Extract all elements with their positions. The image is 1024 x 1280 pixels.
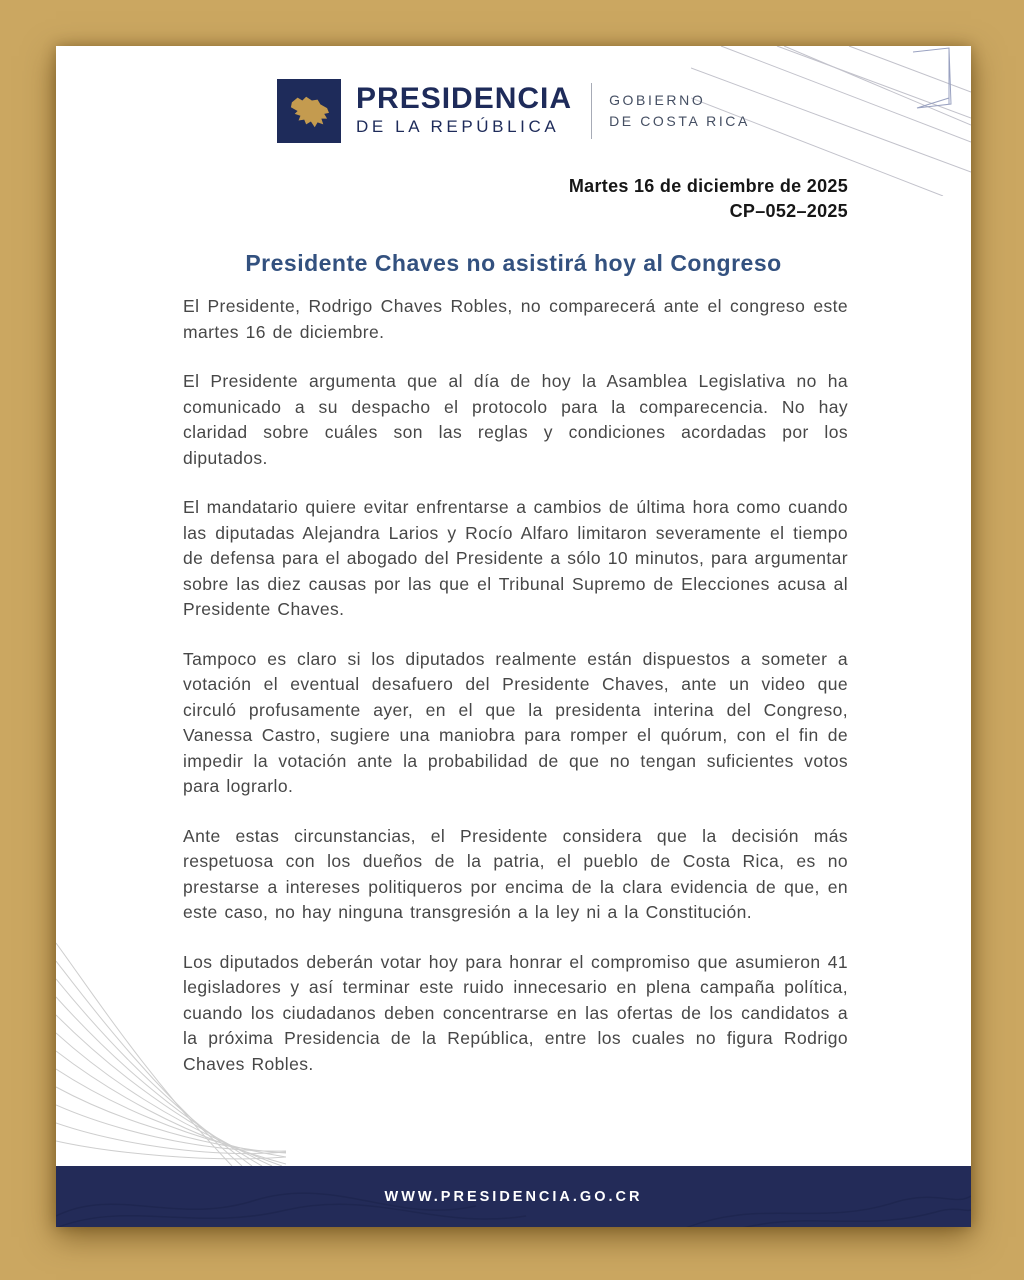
- paragraph-6: Los diputados deberán votar hoy para honrar el compromiso que asumieron 41 legisladores y así terminar este ruido innecesario en plena campaña política, cuando los ciudadanos deben concentrarse en las ofertas de los candidatos a la próxima Presidencia de la República, entre los cuales no figura Rodrigo Chaves Robles.: [183, 951, 848, 1074]
- paragraph-5: Ante estas circunstancias, el Presidente considera que la decisión más respetuosa con los dueños de la patria, el pueblo de Costa Rica, es no prestarse a intereses politiqueros por encima de la clara evidencia de que, en este caso, no hay ninguna transgresión a la ley ni a la Constitución.: [183, 825, 848, 922]
- press-release-page: [56, 46, 971, 1227]
- logo-wordmark-line1: PRESIDENCIA: [356, 82, 573, 115]
- costa-rica-map-icon: [277, 79, 341, 143]
- website-url: WWW.PRESIDENCIA.GO.CR: [384, 1188, 643, 1205]
- paragraph-1: El Presidente, Rodrigo Chaves Robles, no comparecerá ante el congreso este martes 16 de diciembre.: [183, 296, 848, 342]
- paragraph-2: El Presidente argumenta que al día de hoy la Asamblea Legislativa no ha comunicado a su despacho el protocolo para la comparecencia. No hay claridad sobre cuáles son las reglas y condiciones acordadas por los diputados.: [183, 371, 848, 468]
- logo-government-line2: DE COSTA RICA: [609, 113, 750, 129]
- press-release-body: [56, 294, 971, 1077]
- date-block: [56, 174, 971, 224]
- logo-government-text: [609, 90, 750, 132]
- press-release-title: Presidente Chaves no asistirá hoy al Congreso: [245, 250, 782, 276]
- logo-wordmark: [356, 83, 572, 139]
- presidencia-logo: [56, 79, 971, 143]
- logo-government-line1: GOBIERNO: [609, 92, 706, 108]
- logo-wordmark-line2: DE LA REPÚBLICA: [356, 117, 560, 136]
- logo-divider: [591, 83, 592, 139]
- reference-number: CP–052–2025: [729, 201, 848, 221]
- footer-bar: [56, 1166, 971, 1227]
- date-line: Martes 16 de diciembre de 2025: [568, 176, 848, 196]
- paragraph-3: El mandatario quiere evitar enfrentarse a cambios de última hora como cuando las diputadas Alejandra Larios y Rocío Alfaro limitaron severamente el tiempo de defensa para el abogado del Presidente a sólo 10 minutos, para argumentar sobre las diez causas por las que el Tribunal Supremo de Elecciones acusa al Presidente Chaves.: [183, 497, 848, 619]
- paragraph-4: Tampoco es claro si los diputados realmente están dispuestos a someter a votación el eventual desafuero del Presidente Chaves, ante un video que circuló profusamente ayer, en el que la presidenta interina del Congreso, Vanessa Castro, sugiere una maniobra para romper el quórum, con el fin de impedir la votación ante la probabilidad de que no tengan suficientes votos para lograrlo.: [183, 648, 848, 796]
